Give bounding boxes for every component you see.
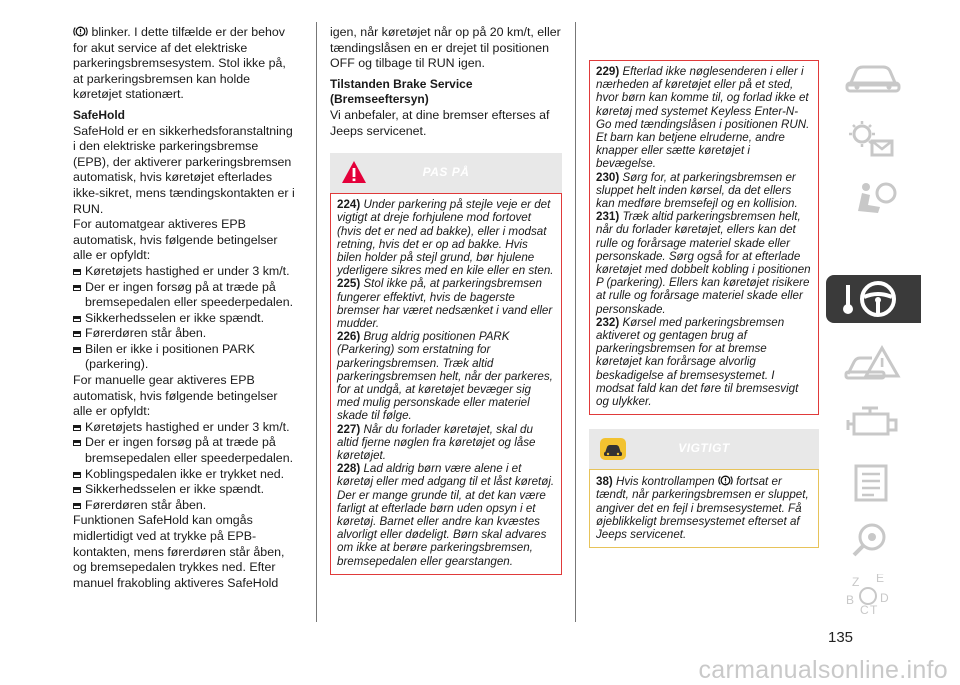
list-item: Sikkerhedsselen er ikke spændt.: [73, 482, 298, 498]
page-number: 135: [828, 629, 854, 646]
brake-warning-icon: [718, 474, 733, 487]
column-1: [73, 25, 298, 591]
caution-title: PAS PÅ: [422, 165, 470, 180]
brake-service-text: Vi anbefaler, at dine bremser efterses af Jeeps servicenet.: [330, 107, 550, 138]
sidebar-item-starting-driving[interactable]: [826, 275, 921, 323]
column-2: [330, 25, 562, 575]
warning-item: 232) Kørsel med parkeringsbremsen aktiveret og gentagen brug af parkeringsbremsen for at bremse køretøjet kan forårsage alvorlig beskadigelse af bremsesystemet. I modsat fald kan det føre til bremsesvigt og ulykker.: [596, 315, 799, 409]
continued-text: igen, når køretøjet når op på 20 km/t, eller tændingslåsen en er drejet til positionen OFF og tilbage til RUN igen.: [330, 25, 561, 71]
column-divider: [575, 22, 576, 622]
alphabet-index-icon: [842, 574, 904, 618]
column-divider: [316, 22, 317, 622]
safehold-override-text: Funktionen SafeHold kan omgås midlertidigt ved at trykke på EPB-kontakten, mens førerdøren står åben, og bremsepedalen trykkes ned. Efter manuel frakobling aktiveres SafeHold: [73, 513, 285, 590]
sidebar-item-safety[interactable]: [826, 175, 921, 223]
svg-text:C: C: [860, 603, 869, 617]
sidebar-item-car[interactable]: [826, 55, 921, 103]
caution-box-continued: [589, 60, 819, 415]
important-title: VIGTIGT: [678, 441, 730, 456]
sidebar-item-maintenance[interactable]: [826, 400, 921, 448]
important-item: 38) Hvis kontrollampen fortsat er tændt, når parkeringsbremsen er sluppet, angiver det en fejl i bremsesystemet. Få øjeblikkeligt bremsesystemet efterset af Jeeps servicenet.: [596, 475, 809, 542]
key-steering-wheel-icon: [842, 279, 904, 321]
brake-service-heading: Tilstanden Brake Service (Bremseeftersyn): [330, 76, 473, 107]
car-icon: [842, 59, 904, 99]
warning-item: 231) Træk altid parkeringsbremsen helt, når du forlader køretøjet, ellers kan det rulle og forårsage materiel skade eller personskade. Sørg også for at efterlade køretøjet med dobbelt kobling i positionen P (parkering). Ellers kan køretøjet risikere at rulle og forårsage materiel skade eller personskade.: [596, 210, 811, 316]
svg-text:Z: Z: [852, 575, 860, 589]
list-item: Køretøjets hastighed er under 3 km/t.: [73, 264, 298, 280]
checklist-icon: [842, 464, 904, 504]
list-item: Der er ingen forsøg på at træde på bremsepedalen eller speederpedalen.: [73, 280, 298, 311]
warning-item: 230) Sørg for, at parkeringsbremsen er sluppet helt inden kørsel, da det ellers kan medføre bremsefejl og en kollision.: [596, 170, 798, 211]
warning-item: 225) Stol ikke på, at parkeringsbremsen fungerer effektivt, hvis de bagerste bremser har været nedsænket i vand eller mudder.: [337, 277, 553, 330]
important-box: [589, 469, 819, 548]
list-item: Koblingspedalen ikke er trykket ned.: [73, 467, 298, 483]
column-3: [589, 60, 819, 548]
warning-item: 224) Under parkering på stejle veje er det vigtigt at dreje forhjulene mod fortovet (hvis det er ned ad bakke), eller i modsat retning, hvis det er op ad bakke. Hvis bilen holder på stejl grund, bør hjulene yderligere sikres med en kile eller en sten.: [337, 198, 554, 278]
warning-item: 227) Når du forlader køretøjet, skal du altid fjerne nøglen fra køretøjet og låse køretøjet.: [337, 422, 536, 463]
svg-text:D: D: [880, 591, 889, 605]
list-item: Køretøjets hastighed er under 3 km/t.: [73, 420, 298, 436]
brake-warning-icon: [73, 25, 88, 38]
wrench-gear-icon: [842, 519, 904, 559]
airbag-seat-icon: [842, 179, 904, 219]
svg-text:E: E: [876, 574, 885, 585]
caution-header: [330, 153, 562, 193]
svg-text:B: B: [846, 593, 855, 607]
sidebar-item-emergency[interactable]: [826, 340, 921, 388]
warning-item: 229) Efterlad ikke nøglesenderen i eller i nærheden af køretøjet eller på et sted, hvor børn kan komme til, og forlad ikke et køretøj med systemet Keyless Enter-N-Go med tændingslåsen i positionen RUN. Et barn kan betjene elruderne, andre knapper eller sætte køretøjet i bevægelse.: [596, 65, 810, 171]
auto-conditions-intro: For automatgear aktiveres EPB automatisk, hvis følgende betingelser alle er opfyldt:: [73, 217, 278, 263]
safehold-heading: SafeHold: [73, 107, 126, 122]
dashboard-lights-icon: [842, 119, 904, 159]
list-item: Der er ingen forsøg på at træde på bremsepedalen eller speederpedalen.: [73, 435, 298, 466]
sidebar-item-index[interactable]: [826, 570, 921, 618]
manual-conditions-intro: For manuelle gear aktiveres EPB automatisk, hvis følgende betingelser alle er opfyldt:: [73, 373, 278, 419]
list-item: Bilen er ikke i positionen PARK (parkering).: [73, 342, 298, 373]
list-item: Førerdøren står åben.: [73, 498, 298, 514]
sidebar-item-dashboard[interactable]: [826, 115, 921, 163]
warning-item: 226) Brug aldrig positionen PARK (Parkering) som erstatning for parkeringsbremsen. Træk altid parkeringsbremsen helt, når der parkeres, for at undgå, at køretøjet bevæger sig med mulig personskade eller materiel skade til følge.: [337, 330, 553, 423]
watermark: carmanualsonline.info: [698, 656, 948, 684]
sidebar-item-technical-data[interactable]: [826, 460, 921, 508]
safehold-text: SafeHold er en sikkerhedsforanstaltning i den elektriske parkeringsbremse (EPB), der aktiverer parkeringsbremsen automatisk, hvis køretøjet efterlades ikke-sikret, mens tændingskontakten er i RUN.: [73, 123, 295, 216]
warning-item: 228) Lad aldrig børn være alene i et køretøj eller med adgang til et låst køretøj. Der er mange grunde til, at det kan være farligt at efterlade børn uden opsyn i et køretøj. Barnet eller andre kan kvæstes alvorligt eller dødeligt. Børn skal advares om ikke at berøre parkeringsbremsen, bremsepedalen eller gearstangen.: [337, 462, 555, 568]
list-item: Sikkerhedsselen er ikke spændt.: [73, 311, 298, 327]
engine-service-icon: [842, 404, 904, 444]
sidebar-item-multimedia[interactable]: [826, 515, 921, 563]
caution-box: [330, 193, 562, 575]
car-warning-icon: [842, 344, 904, 384]
svg-text:T: T: [870, 603, 878, 617]
intro-paragraph: blinker. I dette tilfælde er der behov for akut service af det elektriske parkeringsbremsesystem. Stol ikke på, at parkeringsbremsen kan holde køretøjet stationært.: [73, 25, 286, 102]
list-item: Førerdøren står åben.: [73, 326, 298, 342]
important-header: [589, 429, 819, 469]
